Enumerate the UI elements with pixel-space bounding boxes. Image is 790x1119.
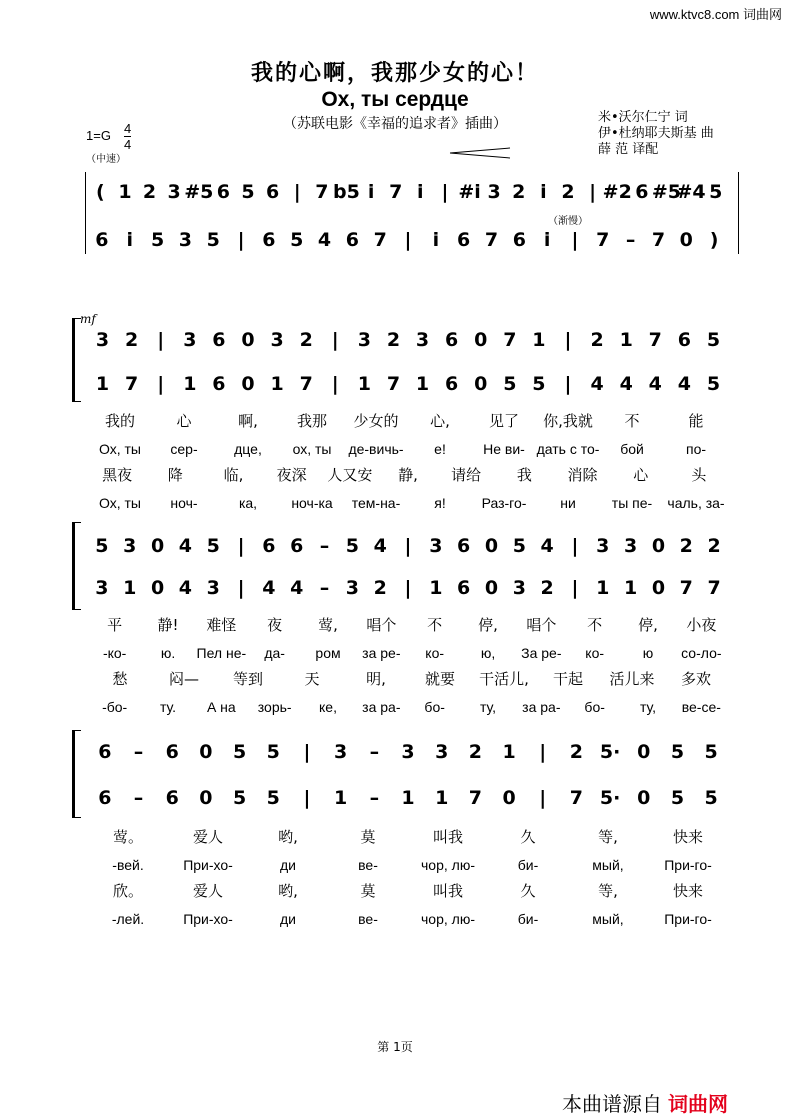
system3-lower-notes: 6 – 6 0 5 5 | 1 – 1 1 7 0 | 7 5· 0 5 5 <box>98 787 718 809</box>
system1-lyrics-ru1: Ох, ты сер- дце, ох, ты де-вичь- е! Не ви- дать с то- бой по- <box>99 441 707 457</box>
system2-lower-notes: 3 1 0 4 3 | 4 4 – 3 2 | 1 6 0 3 2 | 1 1 0 7 7 <box>95 577 721 599</box>
intro-lower-notes: 6 i 5 3 5 | 6 5 4 6 7 | i 6 7 6 i | 7 – 7 0 ) <box>95 229 719 251</box>
intro-upper-notes: ( 1 2 3 #5 6 5 6 | 7 b5 i 7 i | #i 3 2 i 2 | #2 6 #5 #4 5 <box>95 181 723 203</box>
intro-left-line <box>85 172 86 254</box>
tempo-marking: （中速） <box>86 154 126 165</box>
system3-lyrics-ru2: -лей. При-хо- ди ве- чор, лю- би- мый, При-го- <box>111 911 712 927</box>
system1-brace <box>72 318 81 402</box>
system2-lyrics-cn2: 愁 闷— 等到 天 明, 就要 干活儿, 干起 活儿来 多欢 <box>112 670 712 688</box>
system2-brace <box>72 522 81 610</box>
composer-credit: 伊•杜纳耶夫斯基 曲 <box>598 126 714 141</box>
system1-lyrics-ru2: Ох, ты ноч- ка, ноч-ка тем-на- я! Раз-го- ни ты пе- чаль, за- <box>99 495 725 511</box>
system3-lyrics-cn1: 莺。 爱人 哟, 莫 叫我 久 等, 快来 <box>113 828 704 846</box>
beat-unit: 4 <box>124 137 132 152</box>
russian-title: Ох, ты сердце <box>321 88 469 111</box>
source-note <box>562 1088 728 1117</box>
system3-upper-notes: 6 – 6 0 5 5 | 3 – 3 3 2 1 | 2 5· 0 5 5 <box>98 741 718 763</box>
system1-upper-notes: 3 2 | 3 6 0 3 2 | 3 2 3 6 0 7 1 | 2 1 7 6 5 <box>95 329 721 351</box>
system3-brace <box>72 730 81 818</box>
system2-upper-notes: 5 3 0 4 5 | 6 6 – 5 4 | 3 6 0 5 4 | 3 3 0 2 2 <box>95 535 721 557</box>
system1-lower-notes: 1 7 | 1 6 0 1 7 | 1 7 1 6 0 5 5 | 4 4 4 4 5 <box>95 373 721 395</box>
dynamic-marking: mf <box>80 312 96 326</box>
crescendo-mark <box>448 146 512 160</box>
key-signature: 1=G <box>86 128 111 143</box>
lyricist-credit: 米•沃尔仁宁 词 <box>598 110 688 125</box>
system2-lyrics-ru2: -бо- ту. А на зорь- ке, за ра- бо- ту, за ра- бо- ту, ве-се- <box>102 699 721 715</box>
time-signature <box>124 121 131 152</box>
system1-lyrics-cn2: 黑夜 降 临, 夜深 人又安 静, 请给 我 消除 心 头 <box>102 466 707 484</box>
source-prefix: 本曲谱源自 <box>562 1092 662 1116</box>
system2-lyrics-ru1: -ко- ю. Пел не- да- ром за ре- ко- ю, За ре- ко- ю со-ло- <box>102 645 722 661</box>
site-url[interactable]: www.ktvc8.com 词曲网 <box>649 7 782 22</box>
beats-number: 4 <box>124 121 132 136</box>
system2-lyrics-cn1: 平 静! 难怪 夜 莺, 唱个 不 停, 唱个 不 停, 小夜 <box>107 616 717 634</box>
system3-lyrics-ru1: -вей. При-хо- ди ве- чор, лю- би- мый, При-го- <box>112 857 712 873</box>
subtitle: （苏联电影《幸福的追求者》插曲） <box>283 116 507 132</box>
page-number: 第 1页 <box>377 1040 413 1054</box>
intro-right-line <box>738 172 739 254</box>
page-title: 我的心啊，我那少女的心！ <box>250 60 539 86</box>
system1-lyrics-cn1: 我的 心 啊, 我那 少女的 心, 见了 你,我就 不 能 <box>105 412 704 430</box>
translator-credit: 薛 范 译配 <box>598 142 659 157</box>
rit-marking: （渐慢） <box>548 216 588 227</box>
source-site-link[interactable]: 词曲网 <box>668 1092 728 1116</box>
system3-lyrics-cn2: 欣。 爱人 哟, 莫 叫我 久 等, 快来 <box>113 882 704 900</box>
